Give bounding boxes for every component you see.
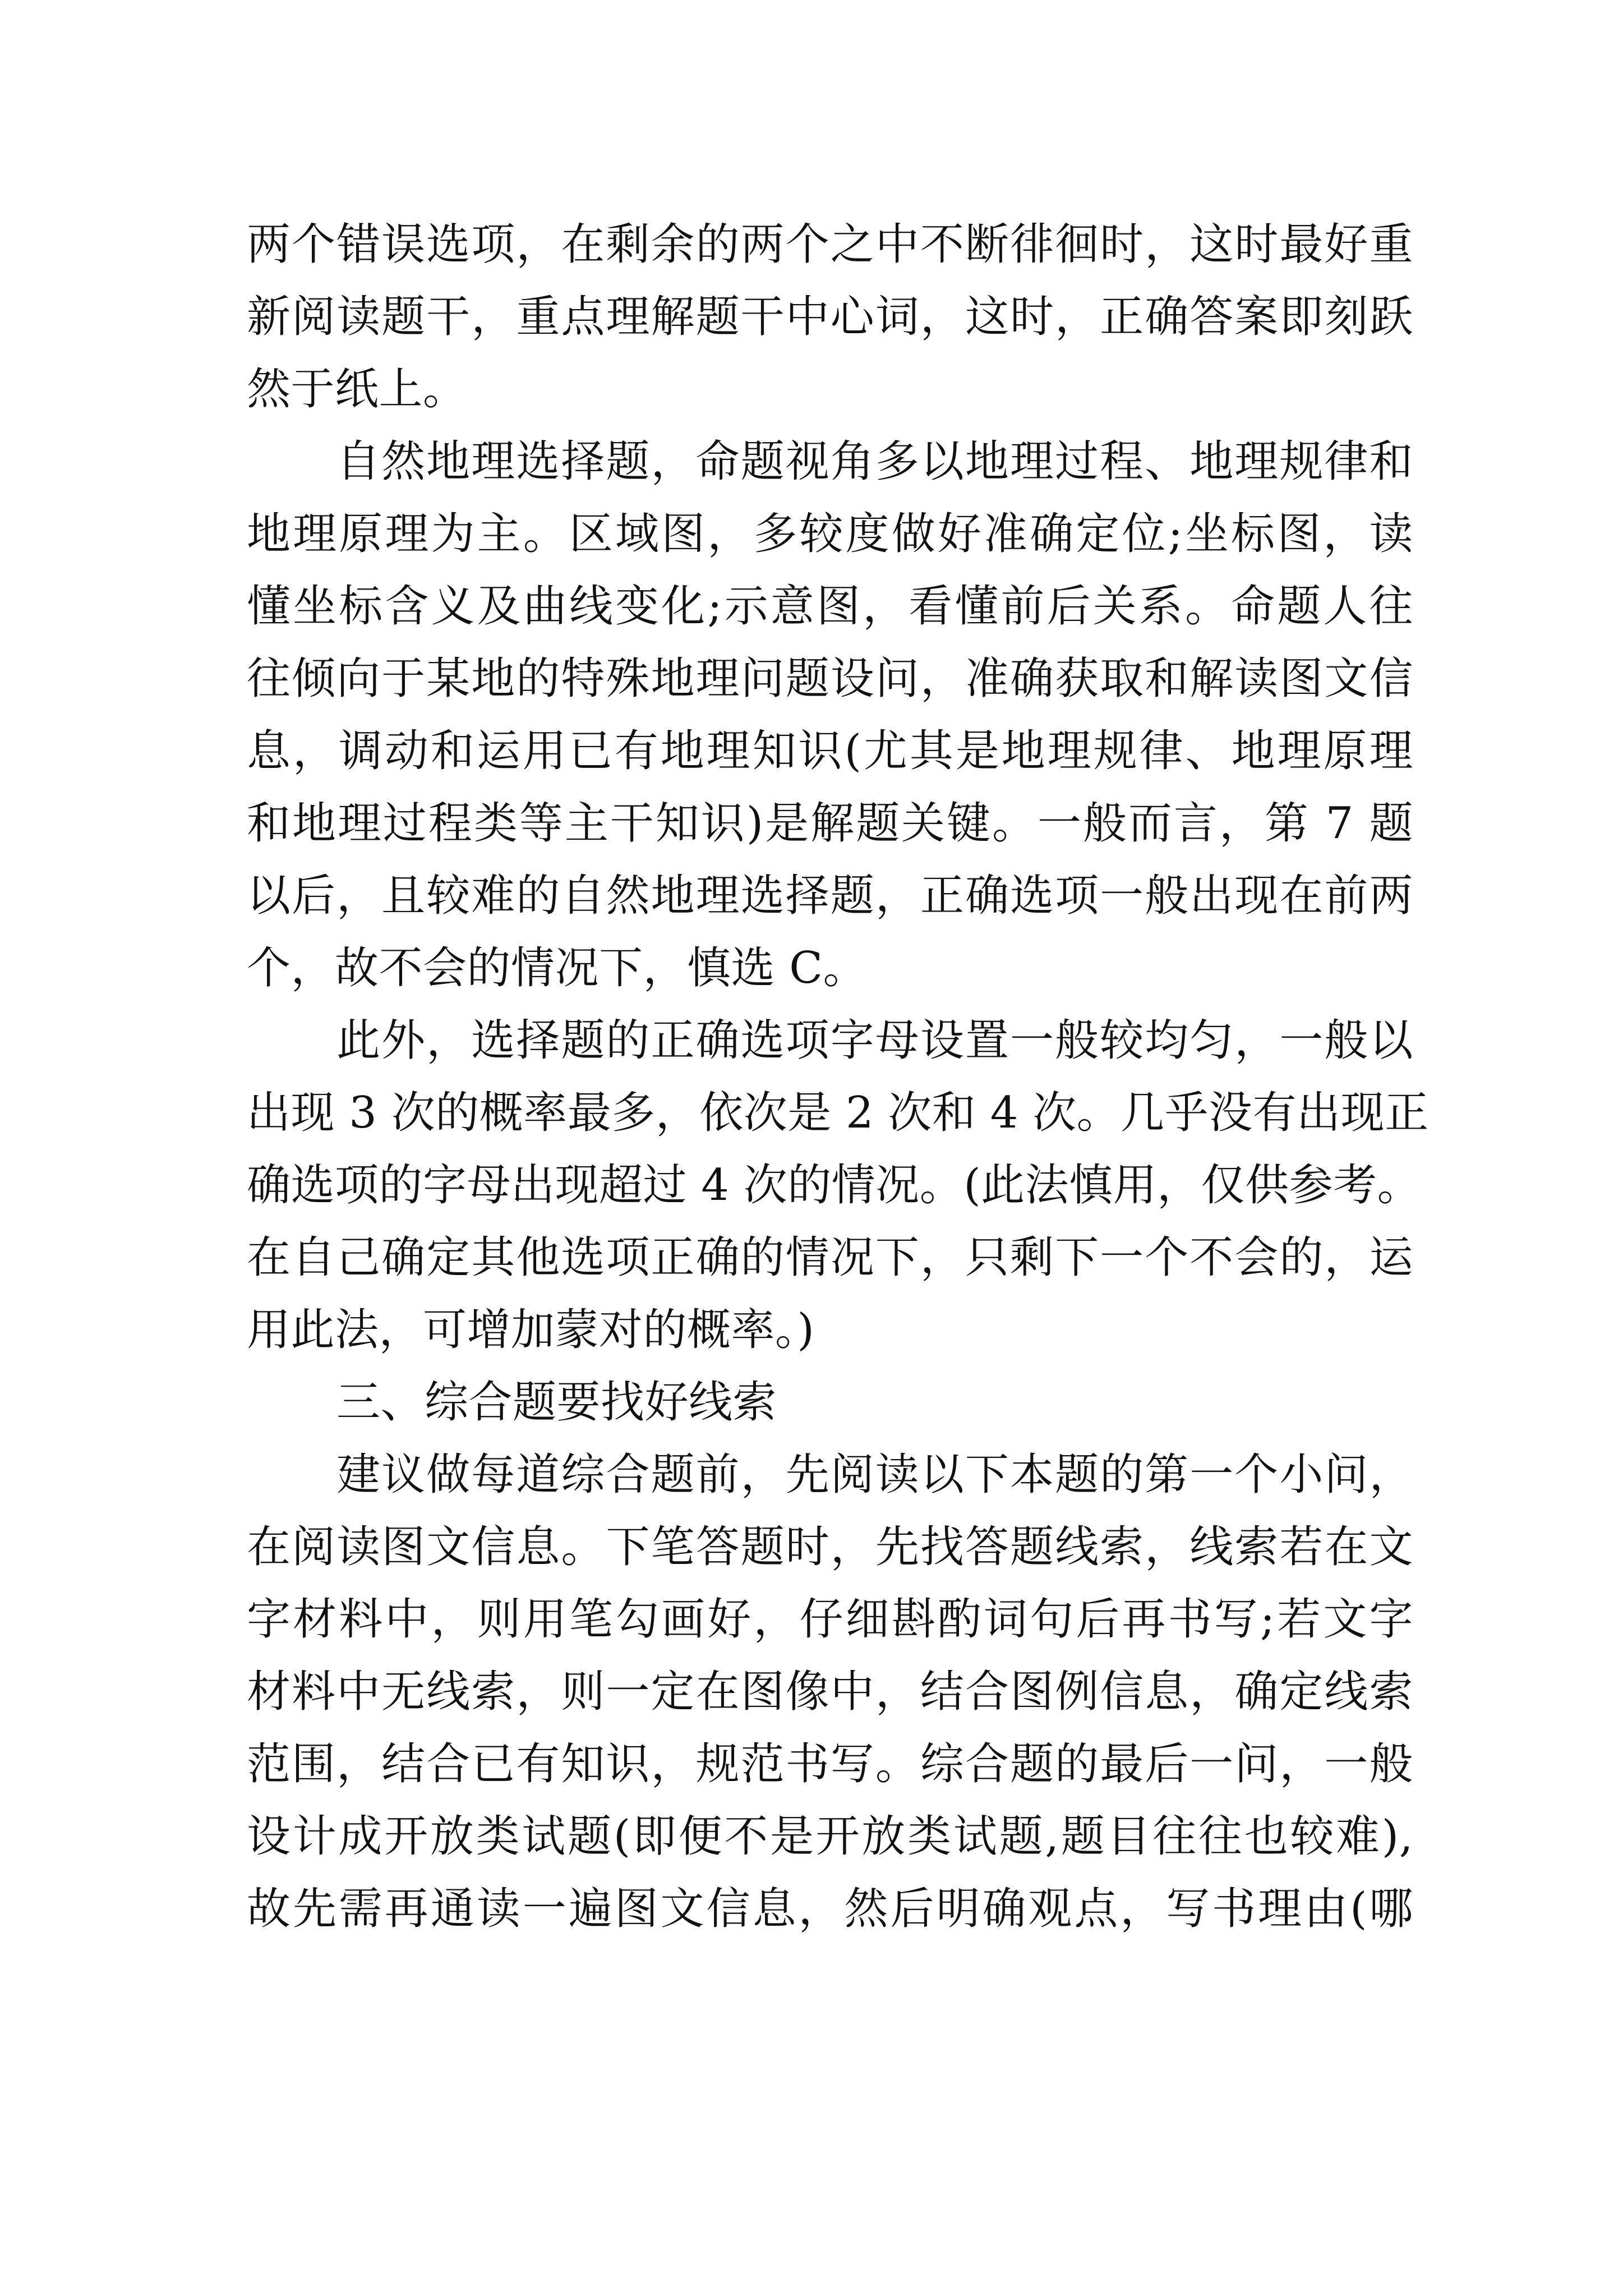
text-line: 在阅读图文信息。下笔答题时，先找答题线索，线索若在文 (247, 1522, 1413, 1572)
paragraph-first-line: 自然地理选择题，命题视角多以地理过程、地理规律和 (336, 436, 1413, 487)
text-line: 个，故不会的情况下，慎选 C。 (247, 943, 867, 993)
text-line: 字材料中，则用笔勾画好，仔细斟酌词句后再书写;若文字 (247, 1594, 1413, 1645)
text-line: 范围，结合已有知识，规范书写。综合题的最后一问，一般 (247, 1739, 1413, 1789)
section-heading: 三、综合题要找好线索 (336, 1377, 777, 1428)
text-line: 在自己确定其他选项正确的情况下，只剩下一个不会的，运 (247, 1232, 1413, 1283)
text-line: 设计成开放类试题(即便不是开放类试题,题目往往也较难), (247, 1811, 1413, 1862)
document-body (247, 209, 1429, 1945)
text-line: 往倾向于某地的特殊地理问题设问，准确获取和解读图文信 (247, 654, 1413, 704)
text-line: 地理原理为主。区域图，多较度做好准确定位;坐标图，读 (247, 509, 1413, 559)
paragraph-first-line: 建议做每道综合题前，先阅读以下本题的第一个小问， (336, 1450, 1413, 1500)
text-line: 息，调动和运用已有地理知识(尤其是地理规律、地理原理 (247, 726, 1413, 776)
text-line: 然于纸上。 (247, 364, 467, 415)
text-line: 用此法，可增加蒙对的概率。) (247, 1305, 815, 1355)
text-line: 出现 3 次的概率最多，依次是 2 次和 4 次。几乎没有出现正 (247, 1088, 1429, 1138)
text-line: 两个错误选项，在剩余的两个之中不断徘徊时，这时最好重 (247, 219, 1413, 270)
text-line: 和地理过程类等主干知识)是解题关键。一般而言，第 7 题 (247, 798, 1413, 849)
text-line: 懂坐标含义及曲线变化;示意图，看懂前后关系。命题人往 (247, 581, 1413, 632)
text-line: 材料中无线索，则一定在图像中，结合图例信息，确定线索 (247, 1667, 1413, 1717)
text-line: 确选项的字母出现超过 4 次的情况。(此法慎用，仅供参考。 (247, 1160, 1422, 1211)
text-line: 新阅读题干，重点理解题干中心词，这时，正确答案即刻跃 (247, 292, 1413, 342)
paragraph-first-line: 此外，选择题的正确选项字母设置一般较均匀，一般以 (336, 1015, 1413, 1066)
text-line: 以后，且较难的自然地理选择题，正确选项一般出现在前两 (247, 871, 1413, 921)
text-line: 故先需再通读一遍图文信息，然后明确观点，写书理由(哪 (247, 1884, 1413, 1934)
